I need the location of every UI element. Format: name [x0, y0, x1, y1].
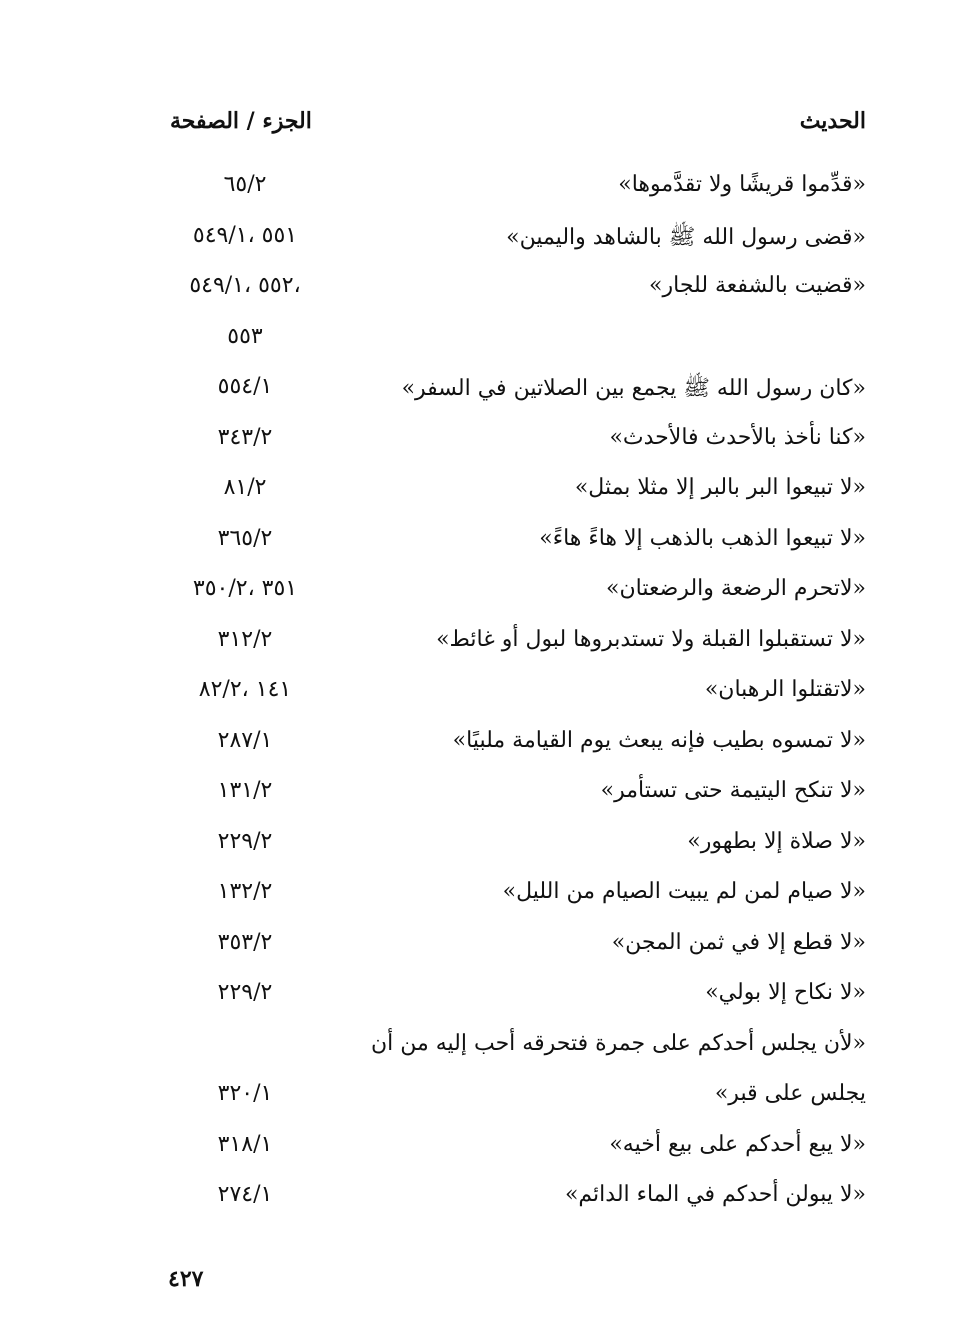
volume-page-reference: ٥٥٤/١ — [217, 374, 273, 399]
list-item — [160, 772, 866, 823]
volume-page-reference: ٣٥١ ،٣٥٠/٢ — [192, 576, 298, 601]
volume-page-reference: ٣١٢/٢ — [217, 626, 273, 652]
hadith-column-heading: الحديث — [799, 108, 866, 134]
volume-page-reference: ١٣١/٢ — [217, 778, 273, 803]
table-header — [160, 108, 866, 148]
hadith-text: «كنا نأخذ بالأحدث فالأحدث» — [609, 424, 866, 450]
hadith-text: «لا تستقبلوا القبلة ولا تستدبروها لبول أو غائط» — [436, 626, 866, 652]
volume-page-reference: ٣٦٥/٢ — [217, 525, 273, 551]
hadith-text: «لا صلاة إلا بطهور» — [687, 828, 866, 854]
list-item — [160, 318, 866, 369]
volume-page-reference: ،٥٥٢ ،٥٤٩/١ — [189, 273, 301, 298]
volume-page-reference: ٢٢٩/٢ — [217, 980, 273, 1005]
hadith-text: «كان رسول الله ﷺ يجمع بين الصلاتين في السفر» — [401, 376, 866, 401]
volume-page-reference: ٥٥١ ،٥٤٩/١ — [192, 222, 298, 248]
hadith-text: «قضى رسول الله ﷺ بالشاهد واليمين» — [506, 224, 866, 250]
list-item — [160, 823, 866, 874]
hadith-text: «لا يبع أحدكم على بيع أخيه» — [609, 1131, 866, 1157]
list-item — [160, 621, 866, 672]
hadith-text: «لا تبيعوا الذهب بالذهب إلا هاءً هاءً» — [539, 525, 866, 551]
volume-page-reference: ١٣٢/٢ — [217, 879, 273, 904]
hadith-text: «قدِّموا قريشًا ولا تقدَّموها» — [618, 172, 866, 197]
list-item — [160, 722, 866, 773]
volume-page-reference: ٢٨٧/١ — [217, 727, 273, 753]
volume-page-reference: ٦٥/٢ — [223, 172, 267, 197]
hadith-text: يجلس على قبر» — [714, 1081, 866, 1106]
hadith-text: «لا تنكح اليتيمة حتى تستأمر» — [600, 778, 866, 803]
hadith-text: «لا تمسوه بطيب فإنه يبعث يوم القيامة ملبيًا» — [452, 727, 866, 753]
hadith-text: «قضيت بالشفعة للجار» — [649, 273, 866, 298]
list-item — [160, 368, 866, 419]
hadith-text: «لاتحرم الرضعة والرضعتان» — [606, 576, 866, 601]
list-item — [160, 570, 866, 621]
list-item — [160, 166, 866, 217]
volume-page-reference: ٥٥٣ — [227, 323, 263, 349]
page-number: ٤٢٧ — [168, 1266, 204, 1292]
list-item — [160, 217, 866, 268]
list-item — [160, 267, 866, 318]
volume-page-reference: ٢٢٩/٢ — [217, 828, 273, 854]
reference-column-heading: الجزء / الصفحة — [170, 108, 312, 134]
volume-page-reference: ٣٤٣/٢ — [217, 424, 273, 450]
list-item — [160, 1126, 866, 1177]
hadith-text: «لا صيام لمن لم يبيت الصيام من الليل» — [502, 879, 866, 904]
hadith-text: «لا يبولن أحدكم في الماء الدائم» — [564, 1182, 866, 1207]
list-item — [160, 873, 866, 924]
list-item — [160, 1025, 866, 1076]
hadith-text: «لأن يجلس أحدكم على جمرة فتحرقه أحب إليه من أن — [370, 1030, 866, 1056]
list-item — [160, 1075, 866, 1126]
list-item — [160, 924, 866, 975]
list-item — [160, 1176, 866, 1227]
list-item — [160, 469, 866, 520]
volume-page-reference: ٨١/٢ — [223, 475, 267, 500]
list-item — [160, 671, 866, 722]
hadith-text: «لا تبيعوا البر بالبر إلا مثلا بمثل» — [574, 475, 866, 500]
volume-page-reference: ٣٢٠/١ — [217, 1081, 273, 1106]
volume-page-reference: ٣٥٣/٢ — [217, 929, 273, 955]
hadith-text: «لاتقتلوا الرهبان» — [704, 677, 866, 702]
list-item — [160, 419, 866, 470]
volume-page-reference: ١٤١ ،٨٢/٢ — [198, 677, 292, 702]
list-item — [160, 520, 866, 571]
hadith-text: «لا قطع إلا في ثمن المجن» — [611, 929, 866, 955]
hadith-index-list — [160, 166, 866, 1227]
hadith-text: «لا نكاح إلا بولي» — [705, 980, 866, 1005]
volume-page-reference: ٣١٨/١ — [217, 1131, 273, 1157]
volume-page-reference: ٢٧٤/١ — [217, 1182, 273, 1207]
list-item — [160, 974, 866, 1025]
